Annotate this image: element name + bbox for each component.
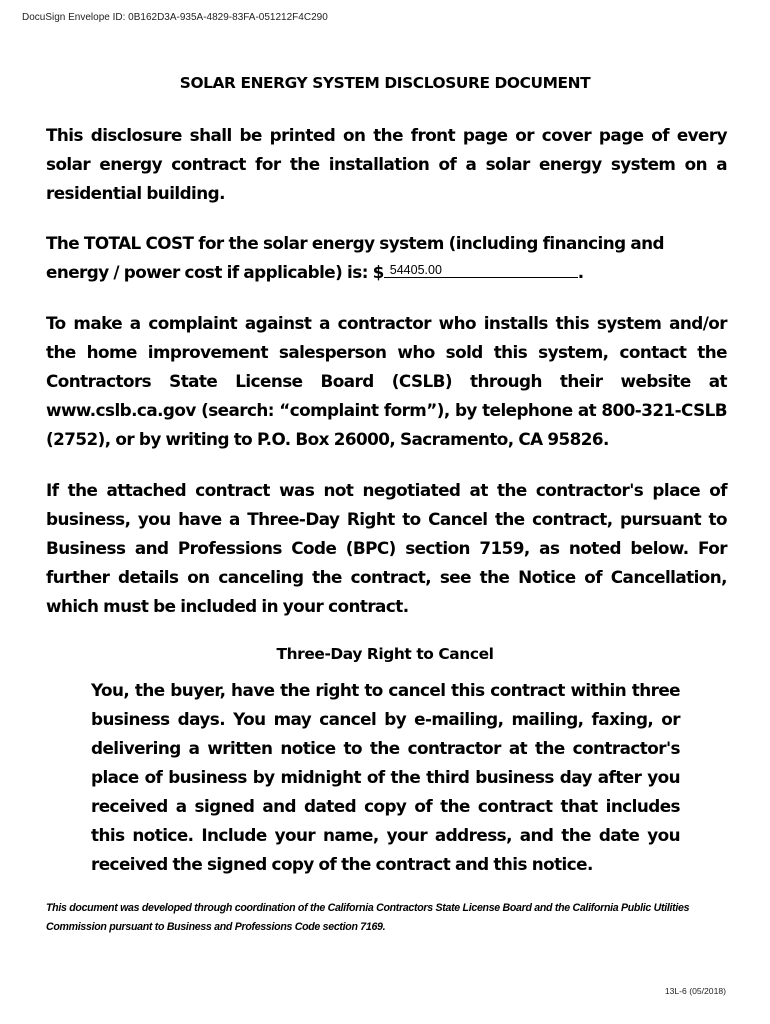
cancel-info-paragraph: If the attached contract was not negotiated at the contractor's place of business, you have a Three-Day Right to Cancel the contract, pursuant to Business and Professions Code (BPC) section 7159, as noted below. For further details on canceling the contract, see the Notice of Cancellation, which must be included in your contract. <box>46 480 727 616</box>
coordination-footnote: This document was developed through coordination of the California Contractors State License Board and the California Public Utilities Commission pursuant to Business and Professions Code section 7169. <box>46 902 690 933</box>
docusign-envelope-id: DocuSign Envelope ID: 0B162D3A-935A-4829-83FA-051212F4C290 <box>22 12 328 23</box>
total-cost-value: 54405.00 <box>389 263 442 277</box>
total-cost-paragraph <box>46 229 727 287</box>
total-cost-period: . <box>577 262 584 282</box>
complaint-paragraph: To make a complaint against a contractor who installs this system and/or the home improvement salesperson who sold this system, contact the Contractors State License Board (CSLB) through their website at www.cslb.ca.gov (search: “complaint form”), by telephone at 800-321-CSLB (2752), or by writing to P.O. Box 26000, Sacramento, CA 95826. <box>46 313 727 449</box>
document-title: SOLAR ENERGY SYSTEM DISCLOSURE DOCUMENT <box>179 74 591 92</box>
total-cost-field <box>384 263 578 278</box>
right-to-cancel-notice: You, the buyer, have the right to cancel this contract within three business days. You may cancel by e-mailing, mailing, faxing, or delivering a written notice to the contractor at the contractor's place of business by midnight of the third business day after you received a signed and dated copy of the contract that includes this notice. Include your name, your address, and the date you received the signed copy of the contract and this notice. <box>91 680 680 874</box>
intro-paragraph: This disclosure shall be printed on the front page or cover page of every solar energy contract for the installation of a solar energy system on a residential building. <box>46 125 727 203</box>
form-code: 13L-6 (05/2018) <box>664 986 726 996</box>
total-cost-label: The TOTAL COST for the solar energy system (including financing and energy / power cost if applicable) is: $ <box>46 233 665 282</box>
right-to-cancel-heading: Three-Day Right to Cancel <box>276 645 494 663</box>
